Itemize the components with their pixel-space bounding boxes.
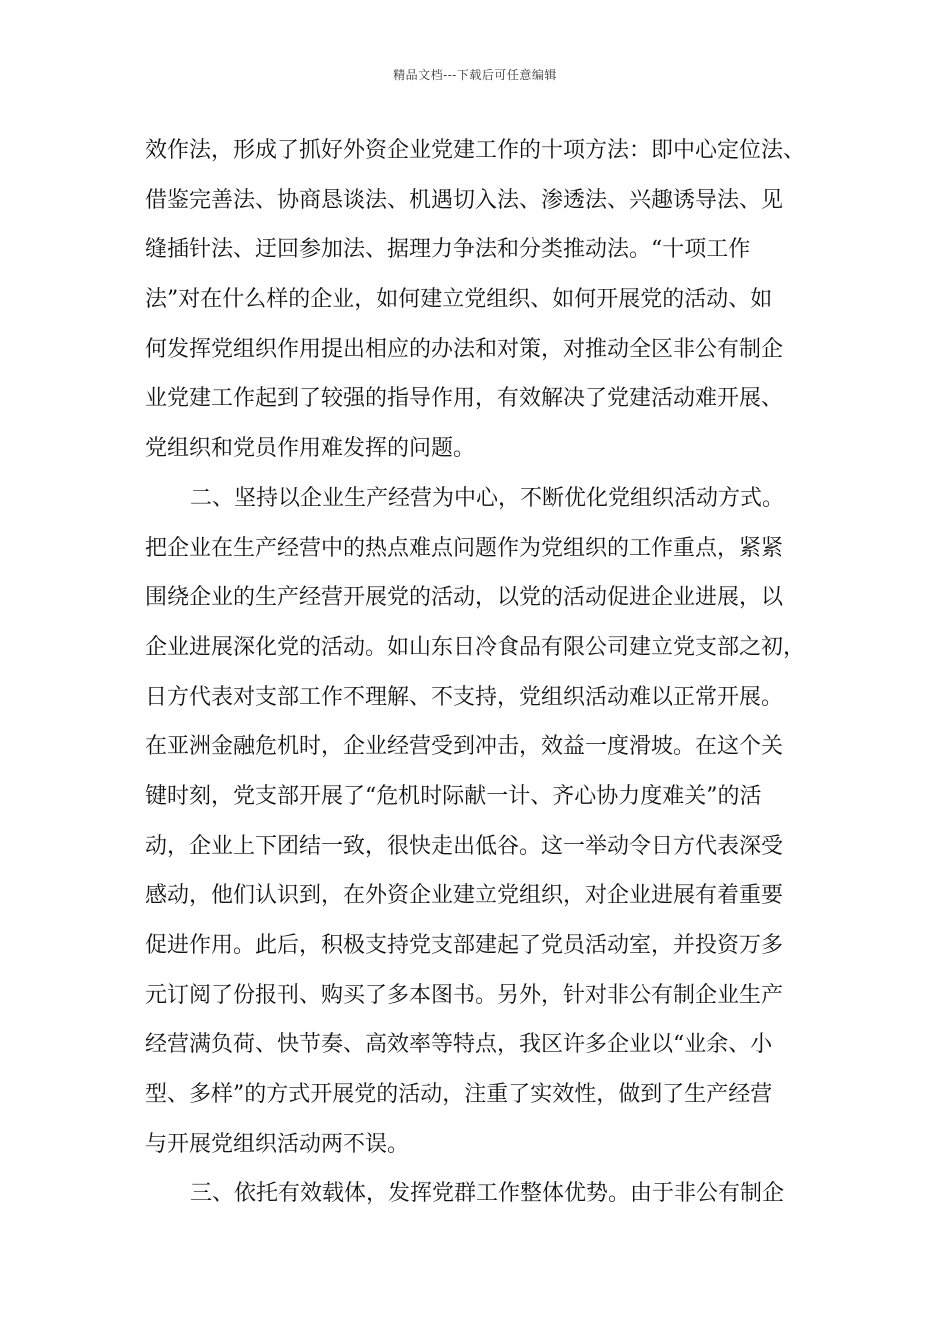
text-line: 借鉴完善法、协商恳谈法、机遇切入法、渗透法、兴趣诱导法、见 xyxy=(145,187,784,213)
text-line: 促进作用。此后，积极支持党支部建起了党员活动室，并投资万多 xyxy=(145,933,784,958)
text-line: 党组织和党员作用难发挥的问题。 xyxy=(145,436,476,462)
section-heading-line: 三、依托有效载体，发挥党群工作整体优势。由于非公有制企 xyxy=(190,1181,785,1207)
text-line: 把企业在生产经营中的热点难点问题作为党组织的工作重点，紧紧 xyxy=(145,535,784,561)
document-body xyxy=(145,126,810,1219)
text-line: 围绕企业的生产经营开展党的活动，以党的活动促进企业进展，以 xyxy=(145,585,784,611)
section-heading-line: 二、坚持以企业生产经营为中心，不断优化党组织活动方式。 xyxy=(190,485,785,511)
text-line: 日方代表对支部工作不理解、不支持，党组织活动难以正常开展。 xyxy=(145,684,784,710)
text-line: 在亚洲金融危机时，企业经营受到冲击，效益一度滑坡。在这个关 xyxy=(145,734,784,760)
text-line: 键时刻，党支部开展了“危机时际献一计、齐心协力度难关”的活 xyxy=(145,783,762,809)
text-line: 元订阅了份报刊、购买了多本图书。另外，针对非公有制企业生产 xyxy=(145,982,784,1008)
text-line: 法”对在什么样的企业，如何建立党组织、如何开展党的活动、如 xyxy=(145,287,773,313)
text-line: 业党建工作起到了较强的指导作用，有效解决了党建活动难开展、 xyxy=(145,386,784,412)
page-header: 精品文档---下载后可任意编辑 xyxy=(393,68,557,82)
text-line: 与开展党组织活动两不误。 xyxy=(145,1131,410,1157)
text-line: 企业进展深化党的活动。如山东日冷食品有限公司建立党支部之初， xyxy=(145,634,806,660)
text-line: 感动，他们认识到，在外资企业建立党组织，对企业进展有着重要 xyxy=(145,883,784,909)
text-line: 缝插针法、迂回参加法、据理力争法和分类推动法。“十项工作 xyxy=(145,237,751,263)
text-line: 动，企业上下团结一致，很快走出低谷。这一举动令日方代表深受 xyxy=(145,833,784,859)
text-line: 型、多样”的方式开展党的活动，注重了实效性，做到了生产经营 xyxy=(145,1082,773,1108)
text-line: 何发挥党组织作用提出相应的办法和对策，对推动全区非公有制企 xyxy=(145,336,784,362)
text-line: 效作法，形成了抓好外资企业党建工作的十项方法：即中心定位法、 xyxy=(145,138,806,163)
text-line: 经营满负荷、快节奏、高效率等特点，我区许多企业以“业余、小 xyxy=(145,1032,773,1058)
